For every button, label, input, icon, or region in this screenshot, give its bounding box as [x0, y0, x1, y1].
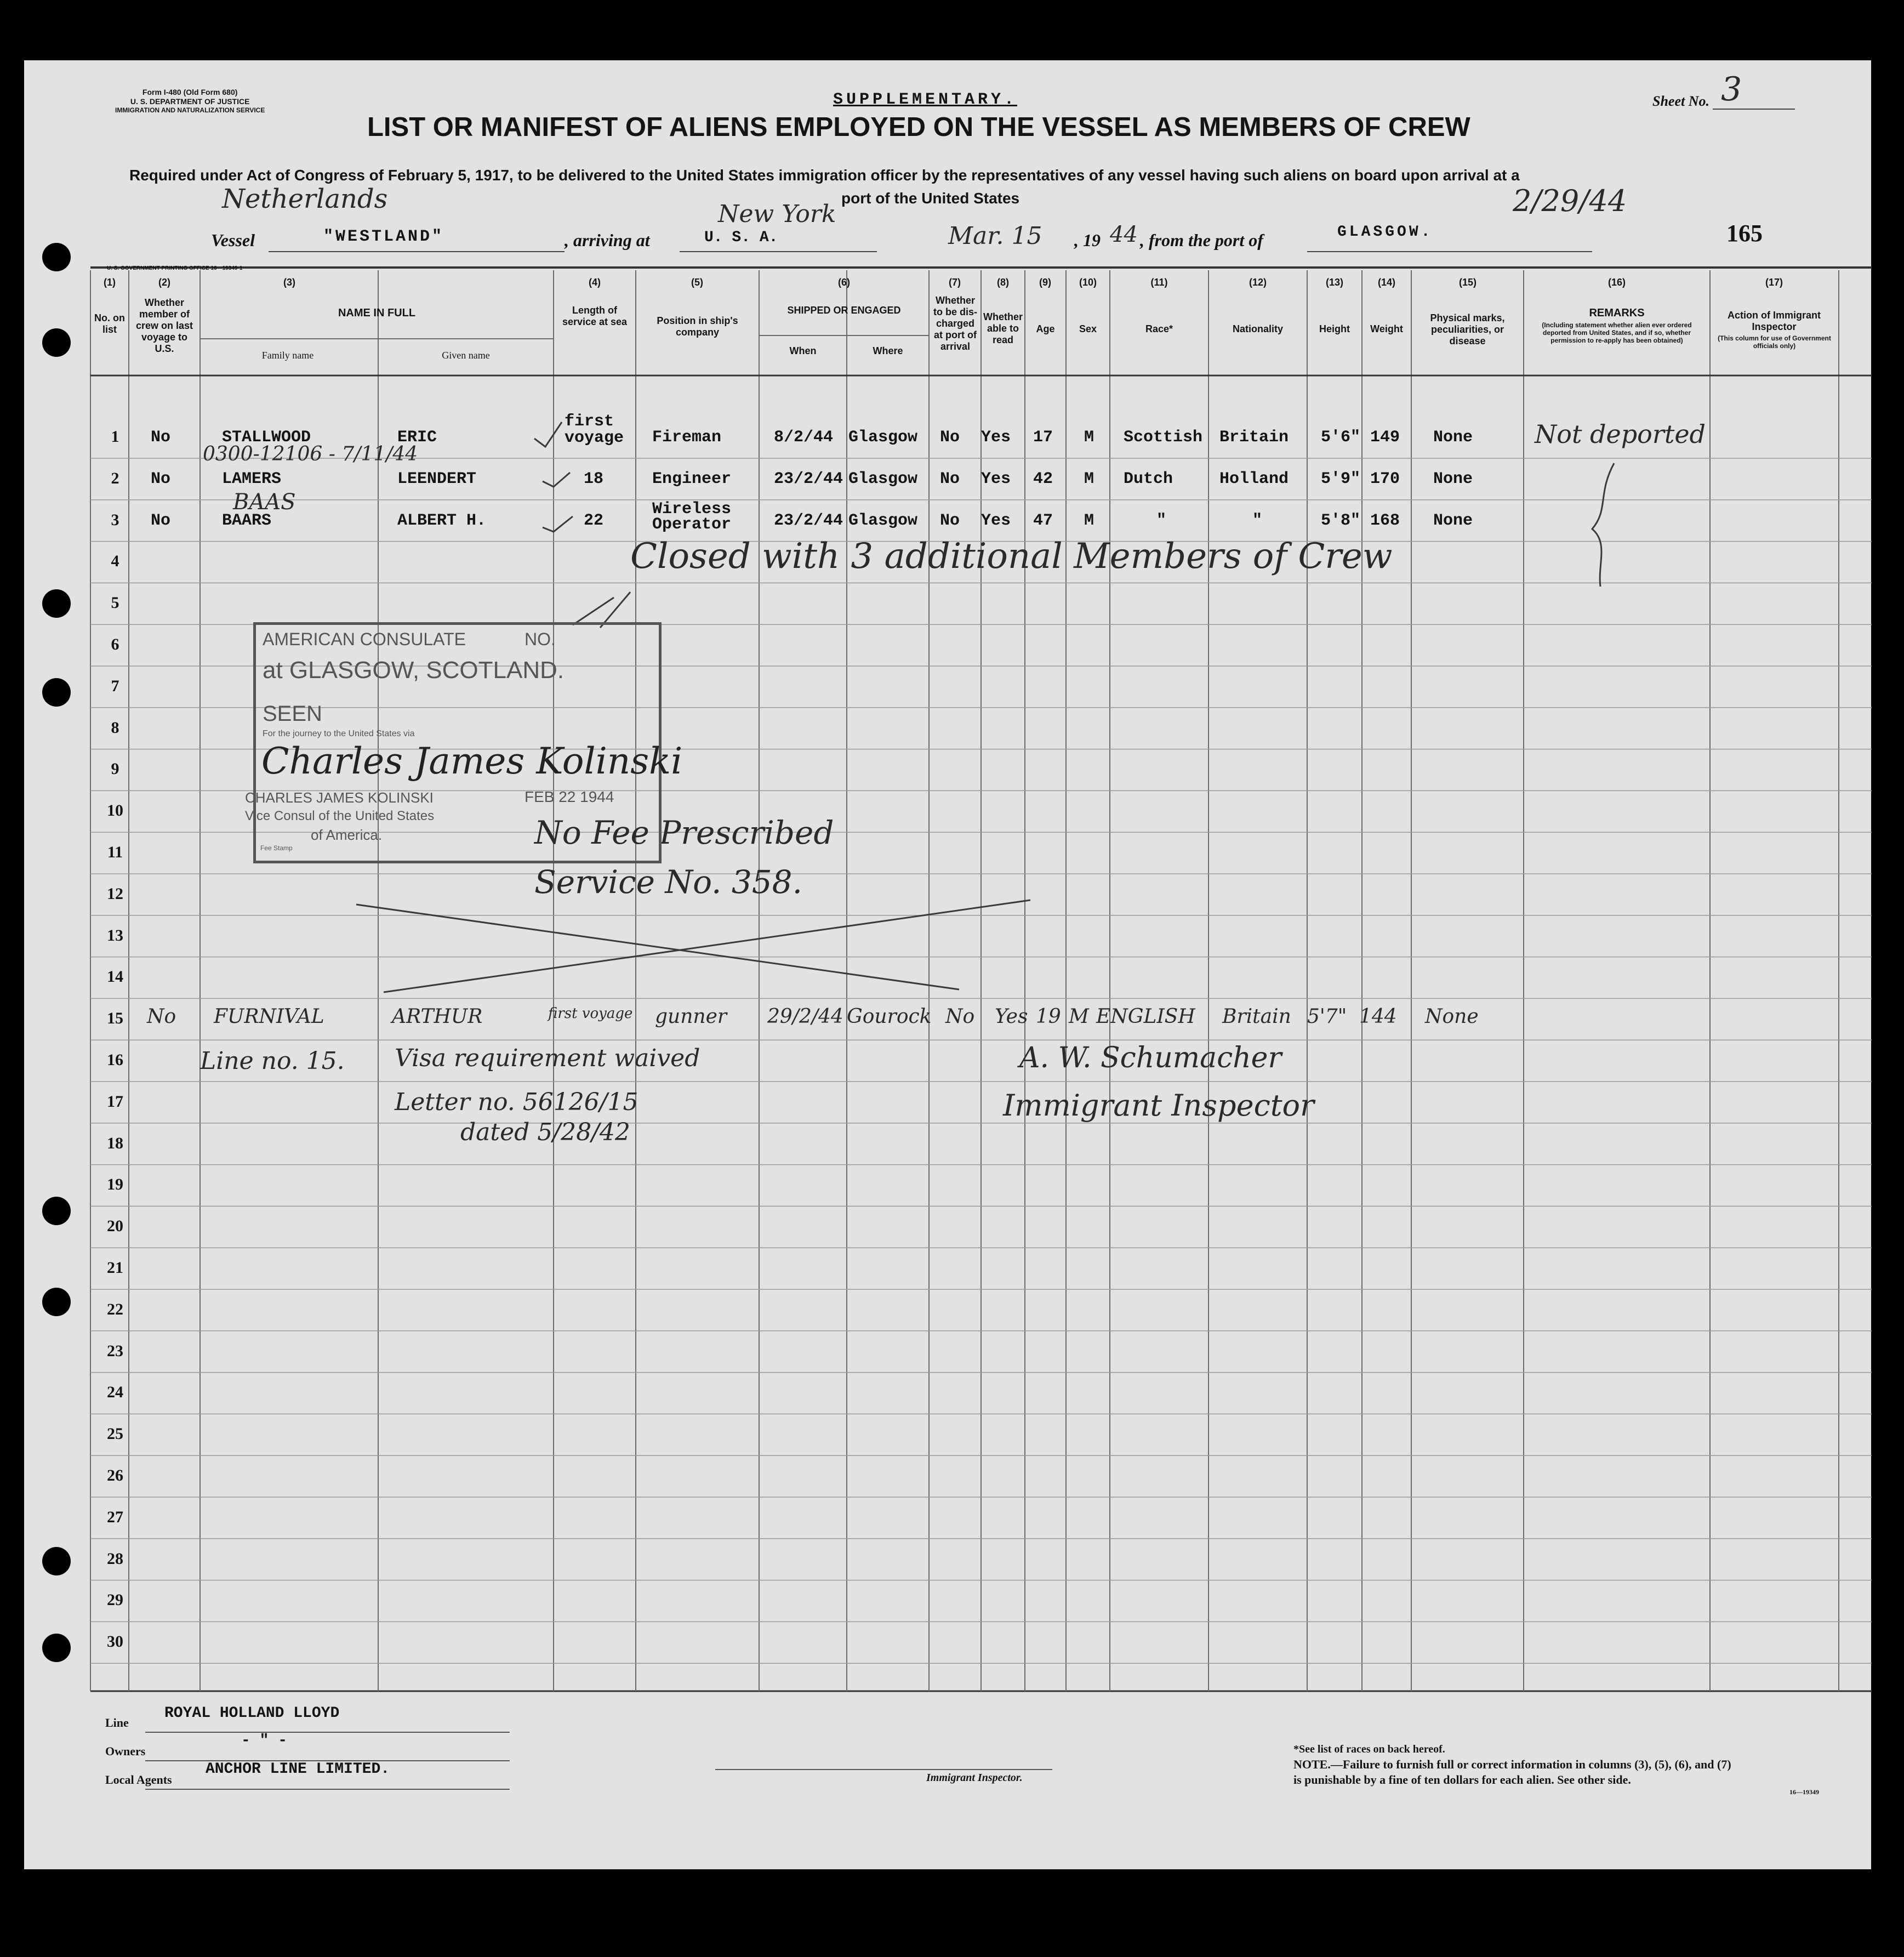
column-number: (4) [589, 277, 601, 288]
discharged: No [945, 1005, 975, 1028]
stamp-consulate: AMERICAN CONSULATE [263, 629, 466, 649]
position: gunner [655, 1005, 727, 1028]
race: " [1156, 511, 1167, 530]
weight: 170 [1370, 469, 1400, 488]
handwritten-flag: Netherlands [222, 184, 388, 214]
row-number: 10 [107, 801, 123, 820]
page-number: 165 [1726, 220, 1763, 247]
weight: 168 [1370, 511, 1400, 530]
row-number: 9 [111, 760, 119, 778]
col-when-label: When [789, 345, 817, 356]
row-number: 2 [111, 469, 119, 487]
owners-value: - " - [241, 1732, 288, 1749]
position: Wireless Operator [652, 499, 732, 534]
row-number: 15 [107, 1009, 123, 1028]
height: 5'9" [1321, 469, 1361, 488]
sex: M [1084, 511, 1094, 530]
arriving-rule [680, 251, 877, 252]
able-to-read: Yes [981, 511, 1011, 530]
col-nationality-label: Nationality [1232, 323, 1283, 334]
row-number: 25 [107, 1425, 123, 1443]
from-port: GLASGOW. [1337, 224, 1433, 241]
col-given-label: Given name [442, 350, 490, 361]
vessel-name: "WESTLAND" [323, 227, 444, 246]
stamp-name: CHARLES JAMES KOLINSKI [245, 789, 434, 806]
year-handwritten: 44 [1110, 222, 1138, 247]
service-no: Service No. 358. [534, 863, 803, 901]
col-marks-label: Physical marks, peculiarities, or disease [1430, 312, 1505, 346]
row-number: 24 [107, 1383, 123, 1402]
column-number: (13) [1325, 277, 1343, 288]
family-name: FURNIVAL [214, 1005, 324, 1028]
row-number: 22 [107, 1300, 123, 1318]
arriving-typed: U. S. A. [704, 229, 778, 246]
shipped-where: Glasgow [848, 428, 918, 447]
sex: M [1069, 1005, 1089, 1028]
given-name: LEENDERT [397, 469, 477, 488]
shipped-when: 23/2/44 [774, 511, 843, 530]
able-to-read: Yes [981, 469, 1011, 488]
col-weight-label: Weight [1370, 323, 1403, 334]
column-number: (6) [838, 277, 850, 288]
col-service-label: Length of service at sea [562, 305, 628, 327]
row-number: 12 [107, 884, 123, 903]
physical-marks: None [1433, 469, 1473, 488]
col-read-label: Whether able to read [983, 311, 1023, 345]
supplementary-label: SUPPLEMENTARY. [833, 90, 1018, 109]
column-number: (15) [1458, 277, 1477, 288]
line-value: ROYAL HOLLAND LLOYD [164, 1705, 340, 1722]
inspector-signature: A. W. Schumacher [1019, 1042, 1282, 1074]
row-number: 18 [107, 1134, 123, 1152]
age: 42 [1033, 469, 1053, 488]
col-crew-label: Whether member of crew on last voyage to U.S. [135, 297, 193, 354]
column-number: (7) [949, 277, 961, 288]
age: 19 [1036, 1005, 1061, 1028]
row-number: 19 [107, 1175, 123, 1194]
stamp-seen: SEEN [263, 702, 322, 726]
column-number: (1) [104, 277, 116, 288]
nationality: Britain [1222, 1005, 1291, 1028]
fee-note: No Fee Prescribed [534, 814, 834, 851]
given-name: ERIC [397, 428, 437, 447]
race: Scottish [1124, 428, 1203, 447]
length-of-service: 18 [584, 469, 604, 488]
penalty-note-2: is punishable by a fine of ten dollars for each alien. See other side. [1293, 1773, 1631, 1787]
physical-marks: None [1425, 1005, 1479, 1028]
col-age-label: Age [1036, 323, 1055, 334]
stamp-fee: Fee Stamp [260, 844, 293, 852]
shipped-when: 23/2/44 [774, 469, 843, 488]
service-name: IMMIGRATION AND NATURALIZATION SERVICE [115, 106, 265, 114]
column-number: (14) [1377, 277, 1395, 288]
col-action-label: Action of Immigrant Inspector [1728, 310, 1821, 332]
page-title: LIST OR MANIFEST OF ALIENS EMPLOYED ON THE VESSEL AS MEMBERS OF CREW [367, 112, 1470, 142]
crew-last-voyage: No [151, 511, 171, 530]
line17-note: Letter no. 56126/15 [395, 1088, 639, 1116]
department: U. S. DEPARTMENT OF JUSTICE [130, 96, 250, 106]
given-name: ALBERT H. [397, 511, 487, 530]
row-number: 29 [107, 1591, 123, 1609]
length-of-service: first voyage [565, 412, 624, 447]
family-name: LAMERS [222, 469, 282, 488]
arrival-date: Mar. 15 [948, 222, 1042, 250]
vessel-label: Vessel [211, 230, 255, 250]
arriving-handwritten: New York [718, 200, 836, 228]
column-number: (10) [1079, 277, 1097, 288]
column-number: (8) [997, 277, 1009, 288]
stamp-vice: Vice Consul of the United States [245, 809, 435, 823]
crew-last-voyage: No [147, 1005, 176, 1028]
row-number: 30 [107, 1632, 123, 1651]
shipped-when: 29/2/44 [767, 1005, 843, 1028]
position: Fireman [652, 428, 722, 447]
race: ENGLISH [1096, 1005, 1195, 1028]
stamp-america: of America. [311, 827, 383, 843]
row-number: 27 [107, 1507, 123, 1526]
owners-label: Owners [105, 1744, 146, 1758]
row-number: 26 [107, 1466, 123, 1484]
nationality: Britain [1219, 428, 1289, 447]
column-number: (16) [1607, 277, 1626, 288]
races-note: *See list of races on back hereof. [1293, 1743, 1445, 1755]
col-discharged-label: Whether to be dis-charged at port of arrival [933, 295, 977, 352]
shipped-where: Glasgow [848, 511, 918, 530]
row-number: 23 [107, 1341, 123, 1360]
sex: M [1084, 469, 1094, 488]
agents-value: ANCHOR LINE LIMITED. [206, 1761, 390, 1778]
row-number: 20 [107, 1217, 123, 1236]
row-number: 28 [107, 1549, 123, 1568]
sex: M [1084, 428, 1094, 447]
shipped-when: 8/2/44 [774, 428, 834, 447]
inspector-label: Immigrant Inspector. [926, 1772, 1023, 1784]
col-remarks-label: REMARKS [1589, 307, 1645, 319]
weight: 149 [1370, 428, 1400, 447]
family-name: STALLWOOD [222, 428, 311, 447]
race: Dutch [1124, 469, 1173, 488]
consulate-stamp [245, 622, 683, 863]
column-number: (3) [283, 277, 295, 288]
row-number: 5 [111, 594, 119, 612]
age: 17 [1033, 428, 1053, 447]
length-of-service: 22 [584, 511, 604, 530]
from-label: , from the port of [1140, 230, 1263, 250]
stamp-no-label: NO. [525, 629, 556, 649]
stamp-city: at GLASGOW, SCOTLAND. [263, 657, 565, 684]
col-remarks-sub: (Including statement whether alien ever ordered deported from United States, and if so, whether permission to re-apply has been obtained) [1542, 321, 1692, 344]
col-position-label: Position in ship's company [657, 315, 738, 338]
height: 5'8" [1321, 511, 1361, 530]
discharged: No [940, 469, 960, 488]
line-label: Line [105, 1716, 129, 1730]
discharged: No [940, 511, 960, 530]
year-prefix: , 19 [1074, 230, 1101, 250]
row1-note: 0300-12106 - 7/11/44 [203, 443, 418, 465]
column-number: (9) [1039, 277, 1051, 288]
age: 47 [1033, 511, 1053, 530]
row-number: 21 [107, 1259, 123, 1277]
requirement-text: Required under Act of Congress of February 5, 1917, to be delivered to the United States immigration officer by the representatives of any vessel having such aliens on board upon arrival at a [129, 167, 1520, 184]
stamp-journey: For the journey to the United States via [263, 729, 415, 738]
row-number: 16 [107, 1051, 123, 1069]
consul-signature: Charles James Kolinski [261, 740, 683, 782]
requirement-text-2: port of the United States [841, 190, 1020, 207]
crew-last-voyage: No [151, 469, 171, 488]
col-action-sub: (This column for use of Government officials only) [1718, 334, 1831, 350]
position: Engineer [652, 469, 732, 488]
row-number: 7 [111, 676, 119, 695]
row-number: 6 [111, 635, 119, 653]
closed-note: Closed with 3 additional Members of Crew [630, 536, 1393, 577]
able-to-read: Yes [981, 428, 1011, 447]
column-number: (12) [1249, 277, 1267, 288]
sheet-rule [1713, 109, 1795, 110]
column-number: (2) [158, 277, 170, 288]
inspector-title: Immigrant Inspector [1003, 1088, 1314, 1123]
sheet-label: Sheet No. [1652, 93, 1709, 109]
row-number: 4 [111, 552, 119, 571]
column-number: (11) [1150, 277, 1168, 288]
sheet-number: 3 [1721, 70, 1742, 109]
nationality: " [1252, 511, 1263, 530]
line16-note-b: Visa requirement waived [395, 1044, 700, 1072]
line18-note: dated 5/28/42 [460, 1118, 630, 1146]
remarks-not-deported: Not deported [1535, 419, 1706, 449]
row-number: 3 [111, 510, 119, 529]
col-family-label: Family name [261, 350, 314, 361]
column-number: (17) [1765, 277, 1783, 288]
height: 5'7" [1307, 1005, 1347, 1028]
penalty-note: NOTE.—Failure to furnish full or correct information in columns (3), (5), (6), and (7) [1293, 1757, 1731, 1771]
row-number: 17 [107, 1092, 123, 1111]
vessel-rule [269, 251, 565, 252]
col-name-label: NAME IN FULL [338, 307, 416, 319]
weight: 144 [1359, 1005, 1397, 1028]
form-code: 16—19349 [1789, 1788, 1819, 1796]
height: 5'6" [1321, 428, 1361, 447]
agents-label: Local Agents [105, 1773, 172, 1787]
shipped-where: Glasgow [848, 469, 918, 488]
column-number: (5) [691, 277, 703, 288]
stamp-date: FEB 22 1944 [525, 788, 614, 805]
given-name: ARTHUR [392, 1005, 483, 1028]
arriving-label: , arriving at [565, 230, 650, 250]
physical-marks: None [1433, 428, 1473, 447]
row-number: 13 [107, 926, 123, 945]
col-race-label: Race* [1145, 323, 1173, 334]
able-to-read: Yes [995, 1005, 1028, 1028]
printing-office: U. S. GOVERNMENT PRINTING OFFICE 16—19349-1 [107, 265, 243, 271]
baas-correction: BAAS [233, 490, 296, 515]
col-shipped-label: SHIPPED OR ENGAGED [787, 305, 901, 316]
row-number: 11 [107, 843, 123, 861]
family-name: BAARS [222, 511, 272, 530]
discharged: No [940, 428, 960, 447]
line16-note-a: Line no. 15. [200, 1047, 345, 1075]
row-number: 14 [107, 968, 123, 986]
form-number: Form I-480 (Old Form 680) [142, 88, 238, 96]
row-number: 8 [111, 718, 119, 737]
from-rule [1307, 251, 1592, 252]
length-of-service: first voyage [548, 1005, 633, 1022]
handwritten-date: 2/29/44 [1513, 184, 1627, 218]
col-height-label: Height [1319, 323, 1350, 334]
col-sex-label: Sex [1079, 323, 1097, 334]
physical-marks: None [1433, 511, 1473, 530]
row-number: 1 [111, 428, 119, 446]
crew-last-voyage: No [151, 428, 171, 447]
nationality: Holland [1219, 469, 1289, 488]
col-number-label: No. on list [94, 312, 125, 335]
col-where-label: Where [873, 345, 903, 356]
shipped-where: Gourock [847, 1005, 932, 1028]
